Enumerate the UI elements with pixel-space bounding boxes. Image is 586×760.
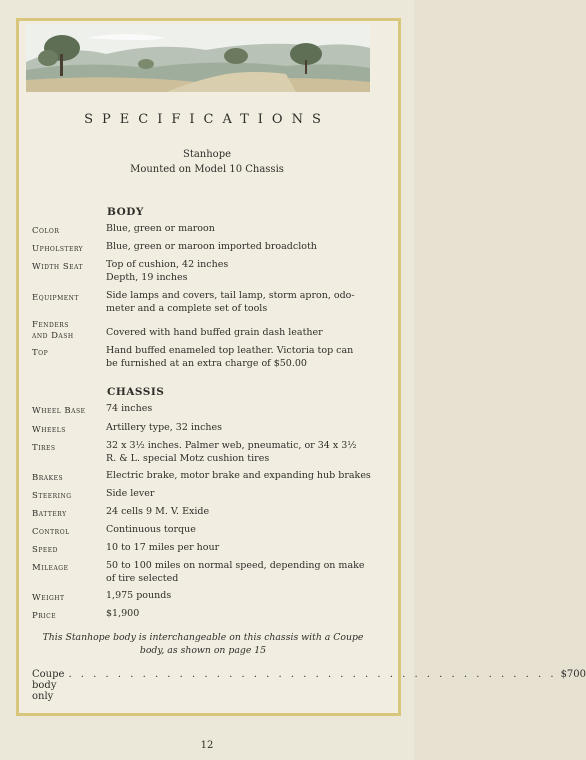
spec-line: Blue, green or maroon [106,223,215,234]
spec-line: 32 x 3½ inches. Palmer web, pneumatic, or 34 x 3½ [106,440,357,451]
coupe-price: $700 [560,669,586,680]
spec-line: Continuous torque [106,524,196,535]
spec-label: Speed [32,545,58,555]
subtitle-model: Stanhope [182,149,232,160]
spec-label: Color [32,226,60,236]
spec-line: Artillery type, 32 inches [106,422,223,433]
spec-line: Side lamps and covers, tail lamp, storm apron, odo- [106,290,355,301]
spec-value [106,524,376,537]
spec-line: meter and a complete set of tools [106,302,268,314]
spec-label: Equipment [32,293,79,303]
spec-value [106,560,376,585]
leader-dots: . . . . . . . . . . . . . . . . . . . . . . . . . . . . . . . . . . . . . . . . [68,669,557,680]
spec-label: Steering [32,491,72,501]
spec-label: Weight [32,593,65,603]
spec-value [106,542,376,555]
spec-line: Covered with hand buffed grain dash leather [106,327,323,338]
spec-label: Price [32,611,57,621]
spec-label: Top [32,348,49,358]
spec-line: Blue, green or maroon imported broadcloth [106,241,317,252]
spec-line: Side lever [106,488,155,499]
spec-line: Electric brake, motor brake and expanding hub brakes [106,470,371,481]
spec-value [106,440,376,465]
spec-value [106,290,376,315]
spec-value [106,488,376,501]
spec-value [106,345,376,370]
coupe-price-row [32,669,586,702]
interchangeable-note [30,631,376,657]
spec-label: Wheels [32,425,66,435]
spec-value [106,259,376,284]
spec-value [106,470,376,483]
spec-line: be furnished at an extra charge of $50.00 [106,357,307,369]
spec-value [106,327,376,340]
spec-line: Top of cushion, 42 inches [106,259,229,270]
spec-line: 24 cells 9 M. V. Exide [106,506,210,517]
page-title: SPECIFICATIONS [84,112,330,127]
subtitle-chassis: Mounted on Model 10 Chassis [130,164,284,175]
chassis-heading: CHASSIS [107,386,165,398]
body-heading: BODY [107,206,144,218]
spec-line: Depth, 19 inches [106,271,188,283]
spec-value [106,506,376,519]
spec-label: Width Seat [32,262,84,272]
spec-line: Hand buffed enameled top leather. Victoria top can [106,345,354,356]
spec-line: R. & L. special Motz cushion tires [106,452,270,464]
spec-value [106,422,376,435]
spec-value [106,241,376,254]
spec-line: 74 inches [106,403,153,414]
landscape-illustration [26,24,370,92]
spec-value [106,403,376,416]
coupe-label: Coupe body only [32,669,65,702]
spec-label: Control [32,527,70,537]
spec-label: Brakes [32,473,64,483]
spec-value [106,223,376,236]
note-line: This Stanhope body is interchangeable on this chassis with a Coupe [42,632,364,643]
spec-line: 10 to 17 miles per hour [106,542,220,553]
spec-value [106,590,376,603]
spec-value [106,608,376,621]
note-line: body, as shown on page 15 [139,645,267,656]
spec-label: Fenders and Dash [32,320,74,341]
spec-label: Wheel Base [32,406,86,416]
spec-line: $1,900 [106,608,140,619]
spec-label: Tires [32,443,56,453]
spec-line: 1,975 pounds [106,590,172,601]
spec-line: of tire selected [106,572,179,584]
page-number: 12 [200,740,214,751]
spec-label: Battery [32,509,67,519]
spec-line: 50 to 100 miles on normal speed, depending on make [106,560,365,571]
spec-label: Mileage [32,563,69,573]
spec-label: Upholstery [32,244,84,254]
